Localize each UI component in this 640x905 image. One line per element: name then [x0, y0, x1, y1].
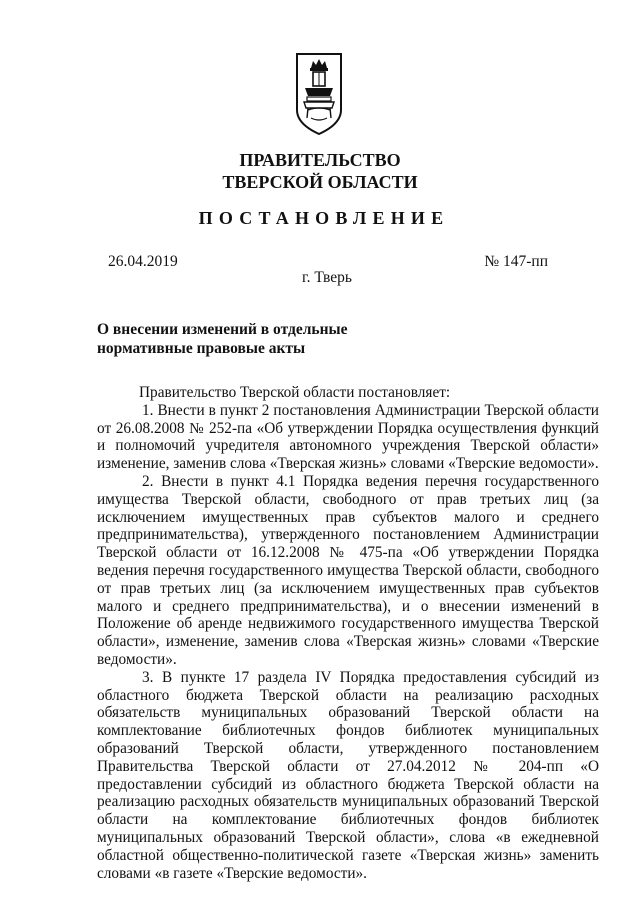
coat-of-arms-icon [294, 52, 344, 136]
organization-line-2: ТВЕРСКОЙ ОБЛАСТИ [222, 172, 418, 192]
paragraph-1: 1. Внести в пункт 2 постановления Администрации Тверской области от 26.08.2008 № 252-па «Об утверждении Порядка осуществления функций и полномочий учредителя автономного учреждения Тверской области» изменение, заменив слова «Тверская жизнь» словами «Тверские ведомости». [97, 401, 599, 473]
document-subject [97, 320, 348, 358]
paragraph-3: 3. В пункте 17 раздела IV Порядка предоставления субсидий из областного бюджета Тверской области на реализацию расходных обязательств муниципальных образований Тверской области на комплектование библиотечных фондов библиотек муниципальных образований Тверской области, утвержденного постановлением Правительства Тверской области от 27.04.2012 № 204-пп «О предоставлении субсидий из областного бюджета Тверской области на реализацию расходных обязательств муниципальных образований Тверской области на комплектование библиотечных фондов библиотек муниципальных образований Тверской области», слова «в ежедневной областной общественно-политической газете «Тверская жизнь» заменить словами «в газете «Тверские ведомости». [97, 668, 599, 882]
intro-paragraph: Правительство Тверской области постановляет: [139, 384, 451, 401]
subject-line-1: О внесении изменений в отдельные [97, 321, 348, 338]
document-body [97, 384, 599, 882]
document-date: 26.04.2019 [108, 253, 178, 270]
subject-line-2: нормативные правовые акты [97, 340, 306, 357]
paragraph-2: 2. Внести в пункт 4.1 Порядка ведения перечня государственного имущества Тверской области, свободного от прав третьих лиц (за исключением имущественных прав субъектов малого и среднего предпринимательства), утвержденного постановлением Администрации Тверской области от 16.12.2008 № 475-па «Об утверждении Порядка ведения перечня государственного имущества Тверской области, свободного от прав третьих лиц (за исключением имущественных прав субъектов малого и среднего предпринимательства), и о внесении изменений в Положение об аренде недвижимого государственного имущества Тверской области», изменение, заменив слова «Тверская жизнь» словами «Тверские ведомости». [97, 472, 599, 668]
document-type: ПОСТАНОВЛЕНИЕ [198, 208, 450, 228]
document-number: № 147-пп [484, 253, 548, 270]
document-city: г. Тверь [302, 269, 352, 286]
organization-line-1: ПРАВИТЕЛЬСТВО [239, 150, 401, 170]
organization-name [0, 149, 640, 193]
